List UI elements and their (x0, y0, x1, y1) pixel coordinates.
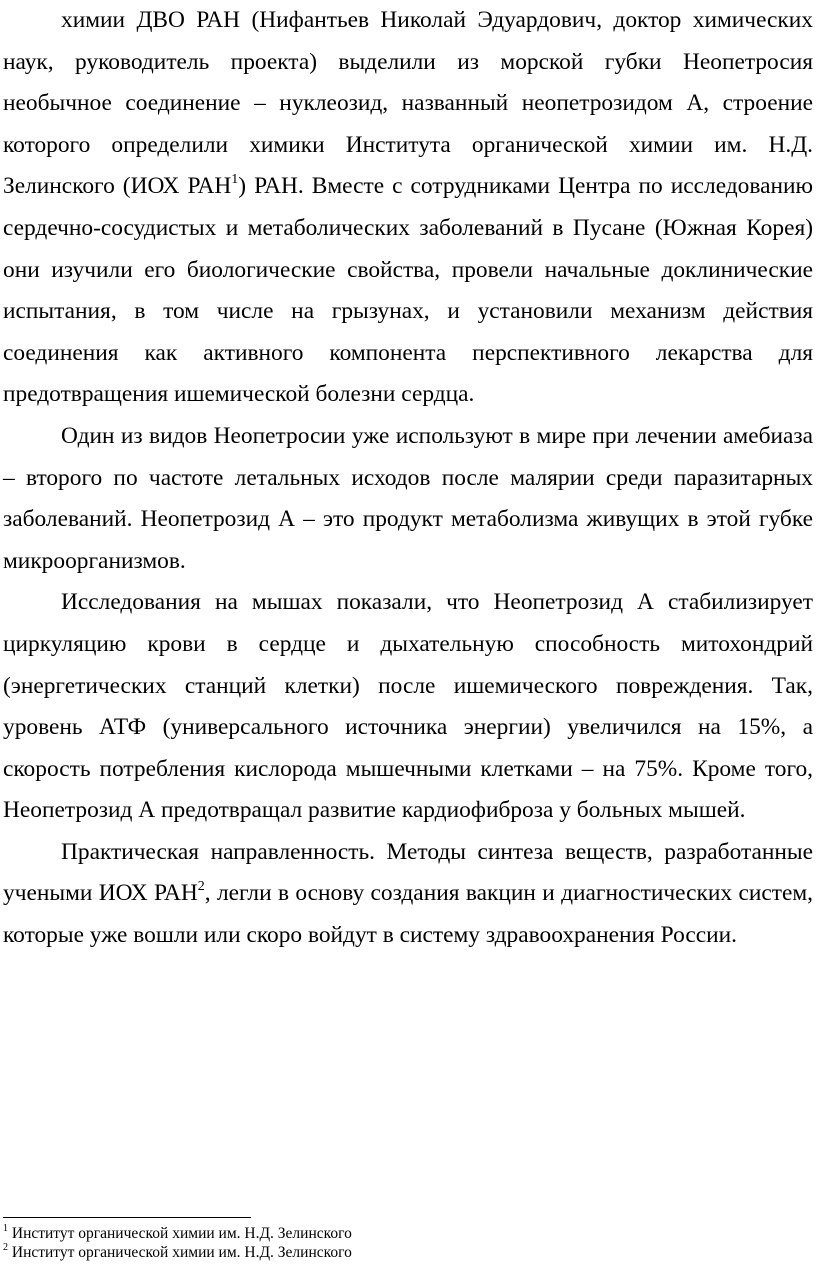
paragraph-4-text-end: , легли в основу создания вакцин и диагностических систем, которые уже вошли или скоро войдут в систему здравоохранения России. (3, 880, 813, 949)
paragraph-1-text-end: ) РАН. Вместе с сотрудниками Центра по исследованию сердечно-сосудистых и метаболических заболеваний в Пусане (Южная Корея) они изучили его биологические свойства, провели начальные доклинические испытания, в том числе на грызунах, и установили механизм действия соединения как активного компонента перспективного лекарства для предотвращения ишемической болезни сердца. (3, 173, 813, 408)
paragraph-4-text-start: Практическая направленность. Методы синтеза веществ, разработанные учеными ИОХ РАН (3, 838, 813, 907)
footnotes (3, 1224, 813, 1262)
footnote-1 (3, 1224, 813, 1243)
footnote-1-marker: 1 (3, 1222, 8, 1234)
paragraph-1 (3, 0, 813, 416)
footnote-2 (3, 1243, 813, 1262)
paragraph-4 (3, 832, 813, 957)
body-text (3, 0, 813, 957)
footnote-1-text: Институт органической химии им. Н.Д. Зелинского (8, 1225, 352, 1242)
paragraph-1-text-start: химии ДВО РАН (Нифантьев Николай Эдуардович, доктор химических наук, руководитель проекта) выделили из морской губки Неопетросия необычное соединение – нуклеозид, названный неопетрозидом А, строение которого определили химики Института органической химии им. Н.Д. Зелинского (ИОХ РАН (3, 7, 813, 200)
footnote-ref-2: 2 (197, 878, 205, 894)
paragraph-3: Исследования на мышах показали, что Неопетрозид А стабилизирует циркуляцию крови в сердце и дыхательную способность митохондрий (энергетических станций клетки) после ишемического повреждения. Так, уровень АТФ (универсального источника энергии) увеличился на 15%, а скорость потребления кислорода мышечными клетками – на 75%. Кроме того, Неопетрозид А предотвращал развитие кардиофиброза у больных мышей. (3, 589, 813, 824)
footnote-ref-1: 1 (231, 171, 239, 187)
footnote-2-text: Институт органической химии им. Н.Д. Зелинского (8, 1244, 352, 1261)
footnote-separator (3, 1217, 251, 1218)
footnote-2-marker: 2 (3, 1241, 8, 1253)
paragraph-2: Один из видов Неопетросии уже используют в мире при лечении амебиаза – второго по частоте летальных исходов после малярии среди паразитарных заболеваний. Неопетрозид А – это продукт метаболизма живущих в этой губке микроорганизмов. (3, 422, 813, 574)
